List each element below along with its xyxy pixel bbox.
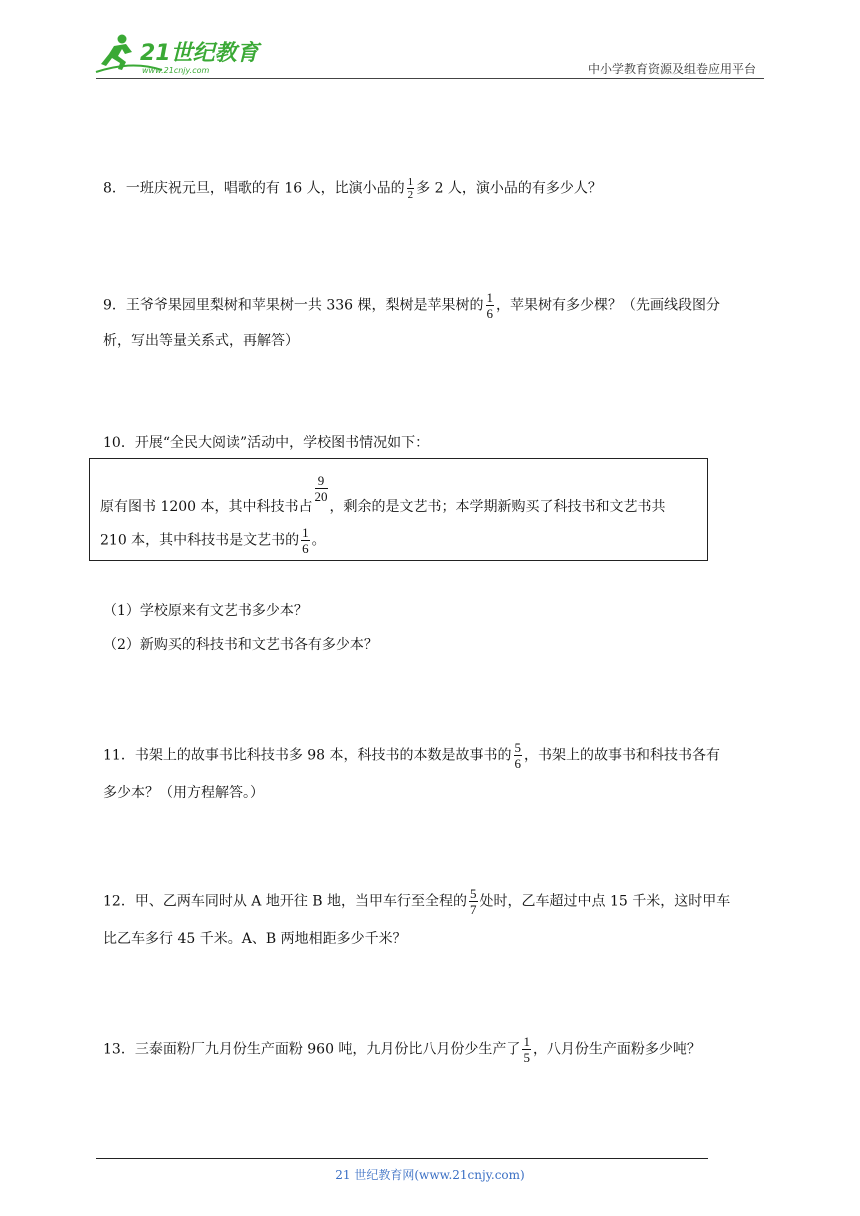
fraction-1-2: $\frac{1}{2}$ bbox=[407, 176, 414, 201]
question-9-text-b: ，苹果树有多少棵？（先画线段图分 bbox=[496, 297, 721, 314]
fraction-1-6: $\frac{1}{6}$ bbox=[486, 290, 494, 321]
question-12-line-2: 比乙车多行 45 千米。A、B 两地相距多少千米？ bbox=[103, 931, 407, 947]
question-11-line-2: 多少本？（用方程解答。） bbox=[103, 785, 264, 801]
info-box-line-1: 原有图书 1200 本，其中科技书占 $\frac{9}{20}$ ，剩余的是文艺书；本学期新购买了科技书和文艺书共 bbox=[100, 473, 666, 515]
fraction-5-7: $\frac{5}{7}$ bbox=[470, 886, 477, 917]
fraction-1-5: $\frac{1}{5}$ bbox=[523, 1034, 530, 1065]
question-10-sub-1: （1）学校原来有文艺书多少本？ bbox=[103, 603, 308, 619]
header-divider bbox=[96, 78, 764, 79]
logo-text: 21世纪教育 bbox=[140, 41, 259, 66]
question-10-sub-2: （2）新购买的科技书和文艺书各有多少本？ bbox=[103, 637, 378, 653]
footer-link[interactable]: 21 世纪教育网(www.21cnjy.com) bbox=[335, 1168, 525, 1182]
question-8-text-a: 8．一班庆祝元旦，唱歌的有 16 人，比演小品的 bbox=[103, 180, 405, 197]
info-box bbox=[89, 458, 708, 561]
question-9 bbox=[103, 290, 720, 321]
question-9-text-a: 9．王爷爷果园里梨树和苹果树一共 336 棵，梨树是苹果树的 bbox=[103, 297, 484, 314]
info-box-line-2: 210 本，其中科技书是文艺书的 $\frac{1}{6}$ 。 bbox=[100, 525, 326, 556]
question-12 bbox=[103, 886, 730, 917]
question-13-text-b: ，八月份生产面粉多少吨？ bbox=[532, 1041, 701, 1058]
question-8 bbox=[103, 176, 602, 201]
fraction-9-20: $\frac{9}{20}$ bbox=[314, 473, 328, 504]
question-13-text-a: 13．三泰面粉厂九月份生产面粉 960 吨，九月份比八月份少生产了 bbox=[103, 1041, 521, 1058]
platform-tagline: 中小学教育资源及组卷应用平台 bbox=[587, 62, 756, 76]
question-11-text-b: ，书架上的故事书和科技书各有 bbox=[524, 747, 721, 764]
fraction-1-6-box: $\frac{1}{6}$ bbox=[302, 525, 309, 556]
question-8-text-b: 多 2 人，演小品的有多少人？ bbox=[416, 180, 602, 197]
site-logo bbox=[92, 30, 272, 78]
fraction-5-6: $\frac{5}{6}$ bbox=[514, 740, 522, 771]
question-12-text-b: 处时，乙车超过中点 15 千米，这时甲车 bbox=[479, 893, 731, 910]
footer-divider bbox=[96, 1158, 708, 1159]
question-11-text-a: 11．书架上的故事书比科技书多 98 本，科技书的本数是故事书的 bbox=[103, 747, 512, 764]
question-11 bbox=[103, 740, 720, 771]
question-12-text-a: 12．甲、乙两车同时从 A 地开往 B 地，当甲车行至全程的 bbox=[103, 893, 468, 910]
question-9-line-2: 析，写出等量关系式，再解答） bbox=[103, 333, 299, 349]
question-13 bbox=[103, 1034, 701, 1065]
question-10-intro: 10．开展“全民大阅读”活动中，学校图书情况如下： bbox=[103, 435, 430, 451]
logo-url: www.21cnjy.com bbox=[142, 66, 210, 75]
